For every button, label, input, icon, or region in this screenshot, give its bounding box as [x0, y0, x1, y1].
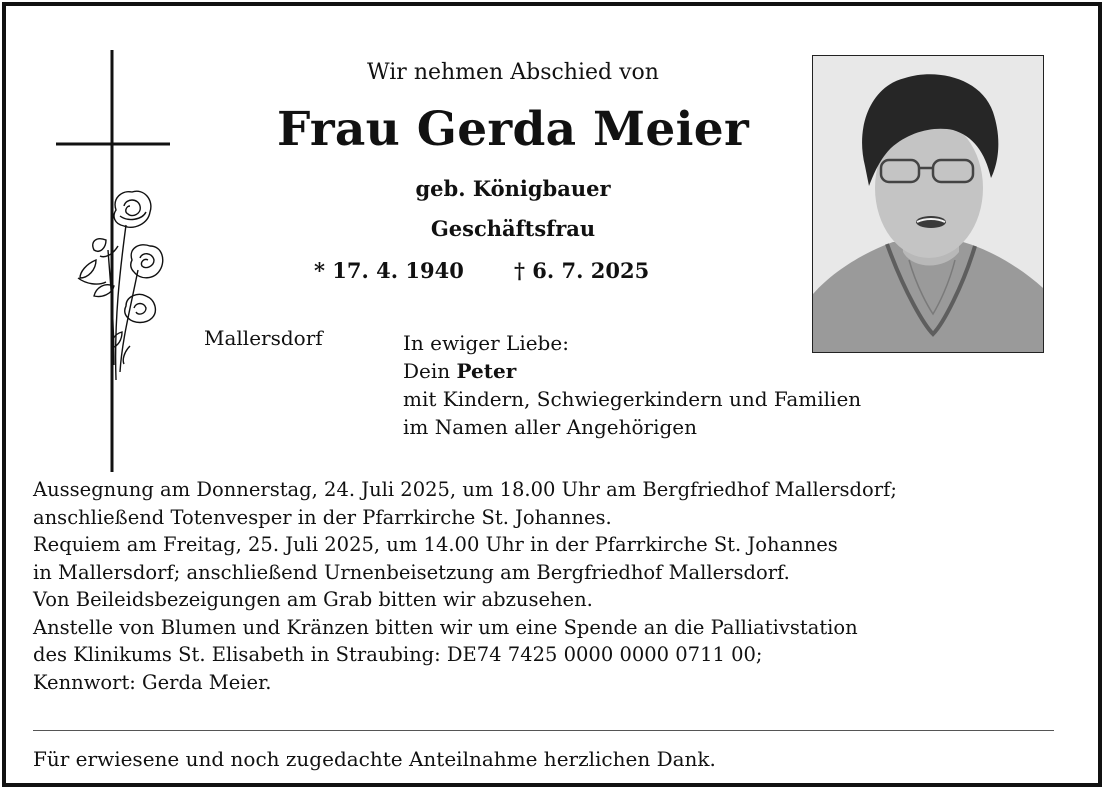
portrait-photo-icon	[813, 56, 1043, 352]
mourner-name: Peter	[456, 359, 517, 383]
portrait-photo	[812, 55, 1044, 353]
details-line: Anstelle von Blumen und Kränzen bitten wir um eine Spende an die Palliativstation	[33, 615, 858, 639]
details-line: des Klinikums St. Elisabeth in Straubing: DE74 7425 0000 0000 0711 00;	[33, 643, 763, 666]
mourners-prefix: Dein	[403, 359, 451, 383]
details-line: in Mallersdorf; anschließend Urnenbeisetzung am Bergfriedhof Mallersdorf.	[33, 560, 790, 584]
service-details	[33, 476, 897, 696]
birth-name: geb. Königbauer	[415, 176, 611, 201]
death-date: † 6. 7. 2025	[514, 258, 650, 283]
mourners-line: In ewiger Liebe:	[403, 331, 569, 355]
details-line: Kennwort: Gerda Meier.	[33, 670, 272, 694]
mourners-line: mit Kindern, Schwiegerkindern und Familien	[403, 387, 862, 411]
mourners-block	[403, 329, 861, 441]
details-line: Requiem am Freitag, 25. Juli 2025, um 14.00 Uhr in der Pfarrkirche St. Johannes	[33, 533, 838, 556]
birth-date: * 17. 4. 1940	[314, 258, 464, 283]
details-line: Von Beileidsbezeigungen am Grab bitten wir abzusehen.	[33, 588, 593, 611]
divider	[33, 730, 1054, 731]
deceased-name: Frau Gerda Meier	[276, 102, 750, 157]
mourners-line	[403, 357, 861, 385]
details-line: Aussegnung am Donnerstag, 24. Juli 2025, um 18.00 Uhr am Bergfriedhof Mallersdorf;	[33, 478, 897, 501]
thanks-text: Für erwiesene und noch zugedachte Anteilnahme herzlichen Dank.	[33, 747, 716, 771]
mourners-line: im Namen aller Angehörigen	[403, 415, 698, 439]
obituary-frame	[2, 2, 1102, 787]
details-line: anschließend Totenvesper in der Pfarrkirche St. Johannes.	[33, 505, 612, 529]
intro-text: Wir nehmen Abschied von	[367, 60, 659, 85]
profession: Geschäftsfrau	[430, 216, 596, 241]
place-of-residence: Mallersdorf	[204, 326, 323, 350]
